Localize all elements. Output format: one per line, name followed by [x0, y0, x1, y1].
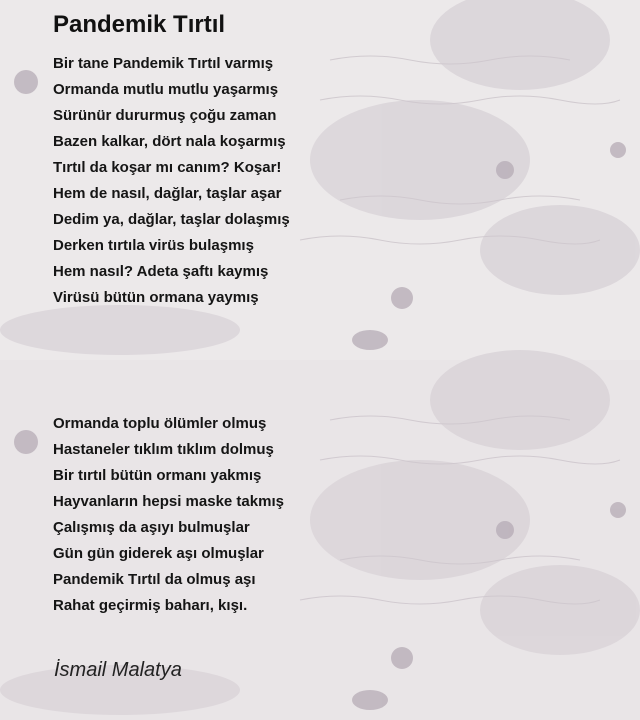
poem-line: Sürünür dururmuş çoğu zaman	[53, 107, 277, 124]
poem-line: Hayvanların hepsi maske takmış	[53, 493, 284, 510]
poem-author[interactable]: İsmail Malatya	[54, 659, 182, 681]
poem-line: Tırtıl da koşar mı canım? Koşar!	[53, 159, 282, 176]
poem-line: Derken tırtıla virüs bulaşmış	[53, 237, 254, 254]
poem-line: Rahat geçirmiş baharı, kışı.	[53, 597, 248, 614]
poem-line: Çalışmış da aşıyı bulmuşlar	[53, 519, 250, 536]
poem-line: Virüsü bütün ormana yaymış	[53, 289, 259, 306]
poem-line: Dedim ya, dağlar, taşlar dolaşmış	[53, 211, 290, 228]
poem-line: Bir tane Pandemik Tırtıl varmış	[53, 55, 274, 72]
poem-line: Pandemik Tırtıl da olmuş aşı	[53, 571, 256, 588]
poem-line: Hem nasıl? Adeta şaftı kaymış	[53, 263, 269, 280]
poem-title: Pandemik Tırtıl	[53, 11, 226, 38]
poem-line: Bazen kalkar, dört nala koşarmış	[53, 133, 286, 150]
poem-line: Gün gün giderek aşı olmuşlar	[53, 545, 264, 562]
stanza-2	[53, 411, 284, 619]
stanza-1	[53, 51, 290, 311]
poem-line: Hem de nasıl, dağlar, taşlar aşar	[53, 185, 282, 202]
poem-line: Ormanda toplu ölümler olmuş	[53, 415, 267, 432]
poem-line: Ormanda mutlu mutlu yaşarmış	[53, 81, 279, 98]
poem-line: Bir tırtıl bütün ormanı yakmış	[53, 467, 262, 484]
poem-line: Hastaneler tıklım tıklım dolmuş	[53, 441, 274, 458]
